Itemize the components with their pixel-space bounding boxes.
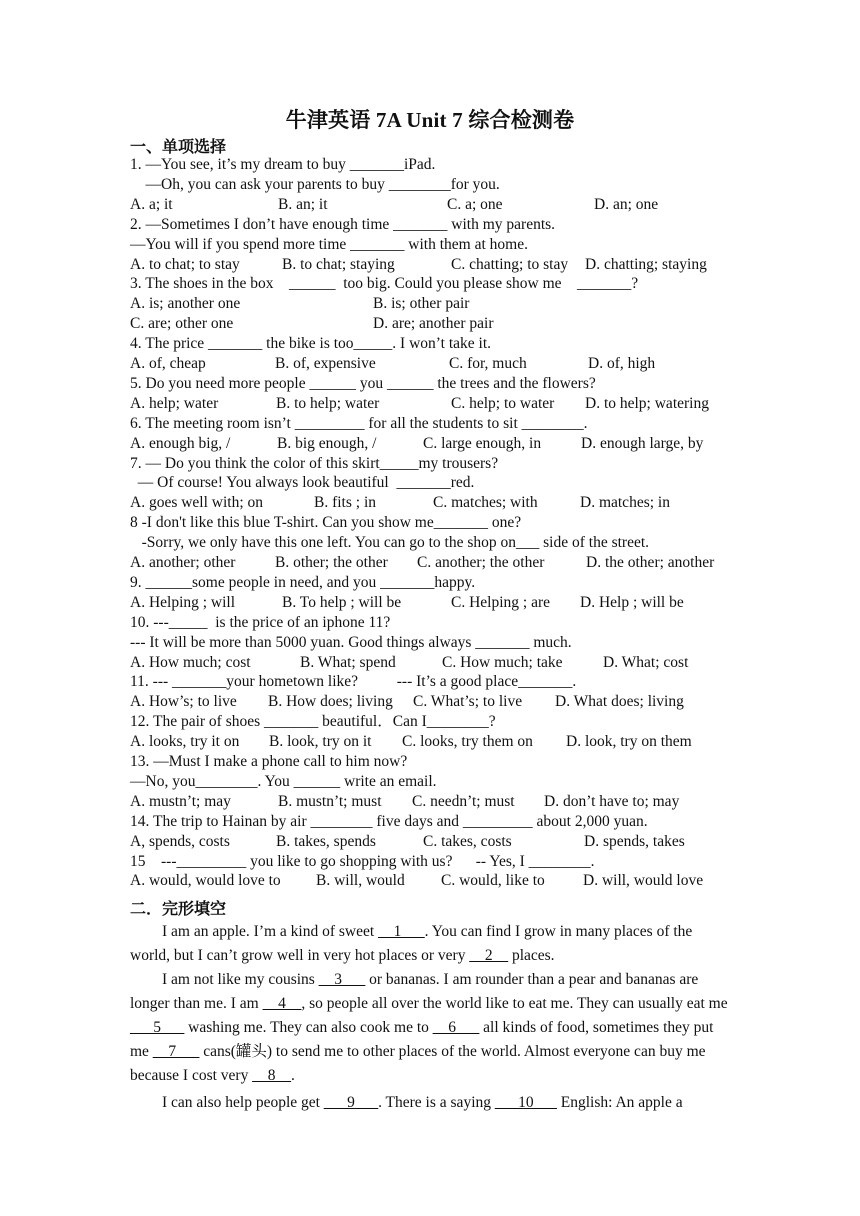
question-4-option: C. for, much xyxy=(449,355,527,372)
question-15-option: D. will, would love xyxy=(583,872,704,890)
question-2-option: A. to chat; to stay xyxy=(130,255,240,273)
question-14-option: B. takes, spends xyxy=(276,832,376,850)
question-13-text: 13. —Must I make a phone call to him now? xyxy=(130,753,408,770)
blank-7: __7___ xyxy=(152,1043,200,1060)
section-heading-cloze: 二．完形填空 xyxy=(130,901,227,918)
question-4-option: D. of, high xyxy=(588,355,656,372)
question-9-text: 9. ______some people in need, and you _______happy. xyxy=(130,573,476,591)
question-2-option: B. to chat; staying xyxy=(282,255,395,273)
question-6-option: A. enough big, / xyxy=(130,434,231,452)
cloze-paragraph-2: I am not like my cousins __3___ or bananas. I am rounder than a pear and bananas are longer than me. I am __4__, so people all over the world like to eat me. They can usually eat me ___5___ washing me. They can also cook me to __6___ all kinds of food, sometimes they put me __7___ cans(罐头) to send me to other places of the world. Almost everyone can buy me because I cost very __8__. xyxy=(130,971,728,1084)
question-2-text: —You will if you spend more time _______ with them at home. xyxy=(130,235,528,253)
question-13-option: B. mustn’t; must xyxy=(278,792,382,810)
question-12-option: B. look, try on it xyxy=(269,733,372,751)
question-13-option: D. don’t have to; may xyxy=(544,792,680,810)
question-7-text: — Of course! You always look beautiful _______red. xyxy=(130,474,475,492)
question-3-option: D. are; another pair xyxy=(373,315,494,333)
question-8-text: 8 -I don't like this blue T-shirt. Can you show me_______ one? xyxy=(130,514,522,532)
question-9-option: A. Helping ; will xyxy=(130,593,236,611)
question-10-option: C. How much; take xyxy=(442,653,563,671)
blank-4: __4__ xyxy=(262,995,302,1012)
question-15-option: A. would, would love to xyxy=(130,872,281,890)
question-2-option: C. chatting; to stay xyxy=(451,255,569,273)
question-11-option: D. What does; living xyxy=(555,693,684,711)
question-1-option: B. an; it xyxy=(278,195,328,213)
question-1-option: A. a; it xyxy=(130,195,173,213)
question-4-option: B. of, expensive xyxy=(275,355,376,372)
question-8-option: A. another; other xyxy=(130,554,236,571)
question-3-option: B. is; other pair xyxy=(373,295,470,313)
question-15-option: B. will, would xyxy=(316,872,405,890)
question-12-text: 12. The pair of shoes _______ beautiful．Can I________? xyxy=(130,713,496,731)
question-10-option: D. What; cost xyxy=(603,653,689,671)
question-1-text: 1. —You see, it’s my dream to buy _______iPad. xyxy=(130,156,436,173)
question-13-option: C. needn’t; must xyxy=(412,792,515,810)
question-10-text: --- It will be more than 5000 yuan. Good things always _______ much. xyxy=(130,633,572,651)
blank-3: __3___ xyxy=(318,971,366,988)
question-8-option: B. other; the other xyxy=(275,554,388,571)
question-5-option: A. help; water xyxy=(130,394,219,412)
question-1-option: C. a; one xyxy=(447,195,503,213)
question-9-option: D. Help ; will be xyxy=(580,593,684,611)
blank-10: ___10___ xyxy=(494,1094,557,1111)
question-1-option: D. an; one xyxy=(594,195,659,213)
question-8-option: C. another; the other xyxy=(417,554,545,571)
blank-5: ___5___ xyxy=(130,1019,185,1036)
question-6-text: 6. The meeting room isn’t _________ for all the students to sit ________. xyxy=(130,414,588,432)
question-3-option: A. is; another one xyxy=(130,295,241,313)
question-6-option: B. big enough, / xyxy=(277,434,377,452)
question-7-option: B. fits ; in xyxy=(314,494,377,512)
question-2-option: D. chatting; staying xyxy=(585,255,707,273)
question-5-text: 5. Do you need more people ______ you ______ the trees and the flowers? xyxy=(130,374,596,392)
question-13-text: —No, you________. You ______ write an email. xyxy=(130,772,437,790)
question-9-option: C. Helping ; are xyxy=(451,593,551,611)
question-11-text: 11. --- _______your hometown like? --- It’s a good place_______. xyxy=(130,673,577,691)
question-3-text: 3. The shoes in the box ______ too big. Could you please show me _______? xyxy=(130,275,639,293)
question-10-option: B. What; spend xyxy=(300,653,396,671)
question-2-text: 2. —Sometimes I don’t have enough time _______ with my parents. xyxy=(130,215,556,233)
question-5-option: C. help; to water xyxy=(451,394,555,412)
question-13-option: A. mustn’t; may xyxy=(130,792,231,810)
question-12-option: A. looks, try it on xyxy=(130,733,240,751)
question-10-option: A. How much; cost xyxy=(130,653,251,671)
question-14-option: A, spends, costs xyxy=(130,832,230,850)
question-11-option: B. How does; living xyxy=(268,693,393,711)
question-12-option: D. look, try on them xyxy=(566,733,692,751)
blank-6: __6___ xyxy=(432,1019,480,1036)
blank-1: __1___ xyxy=(378,923,425,940)
question-4-text: 4. The price _______ the bike is too_____. I won’t take it. xyxy=(130,335,492,353)
question-12-option: C. looks, try them on xyxy=(402,733,533,751)
question-8-text: -Sorry, we only have this one left. You can go to the shop on___ side of the street. xyxy=(130,534,650,552)
question-11-option: A. How’s; to live xyxy=(130,693,237,711)
question-1-text: —Oh, you can ask your parents to buy ________for you. xyxy=(130,175,500,193)
question-11-option: C. What’s; to live xyxy=(413,693,523,711)
question-3-option: C. are; other one xyxy=(130,315,234,333)
section-heading-multiple-choice: 一、单项选择 xyxy=(130,139,227,156)
question-7-text: 7. — Do you think the color of this skirt_____my trousers? xyxy=(130,454,499,472)
question-6-option: D. enough large, by xyxy=(581,434,704,452)
question-6-option: C. large enough, in xyxy=(423,434,542,452)
question-14-option: C. takes, costs xyxy=(423,832,512,850)
question-15-option: C. would, like to xyxy=(441,872,545,890)
page-title: 牛津英语 7A Unit 7 综合检测卷 xyxy=(285,108,575,132)
blank-9: ___9___ xyxy=(323,1094,379,1111)
cloze-paragraph-3: I can also help people get ___9___. There is a saying ___10___ English: An apple a xyxy=(162,1094,683,1111)
cloze-paragraph-1: I am an apple. I’m a kind of sweet __1___. You can find I grow in many places of the world, but I can’t grow well in very hot places or very __2__ places. xyxy=(130,923,693,964)
question-4-option: A. of, cheap xyxy=(130,355,206,372)
blank-8: __8__ xyxy=(252,1067,291,1084)
question-9-option: B. To help ; will be xyxy=(282,593,402,611)
question-14-option: D. spends, takes xyxy=(584,832,685,850)
blank-2: __2__ xyxy=(469,947,509,964)
question-10-text: 10. ---_____ is the price of an iphone 11? xyxy=(130,613,391,631)
question-7-option: A. goes well with; on xyxy=(130,494,264,512)
question-5-option: D. to help; watering xyxy=(585,394,709,412)
question-14-text: 14. The trip to Hainan by air ________ five days and _________ about 2,000 yuan. xyxy=(130,812,648,830)
question-8-option: D. the other; another xyxy=(586,554,715,571)
question-5-option: B. to help; water xyxy=(276,394,380,412)
question-15-text: 15 ---_________ you like to go shopping with us? -- Yes, I ________. xyxy=(130,852,595,870)
question-7-option: D. matches; in xyxy=(580,494,670,512)
question-7-option: C. matches; with xyxy=(433,494,538,512)
